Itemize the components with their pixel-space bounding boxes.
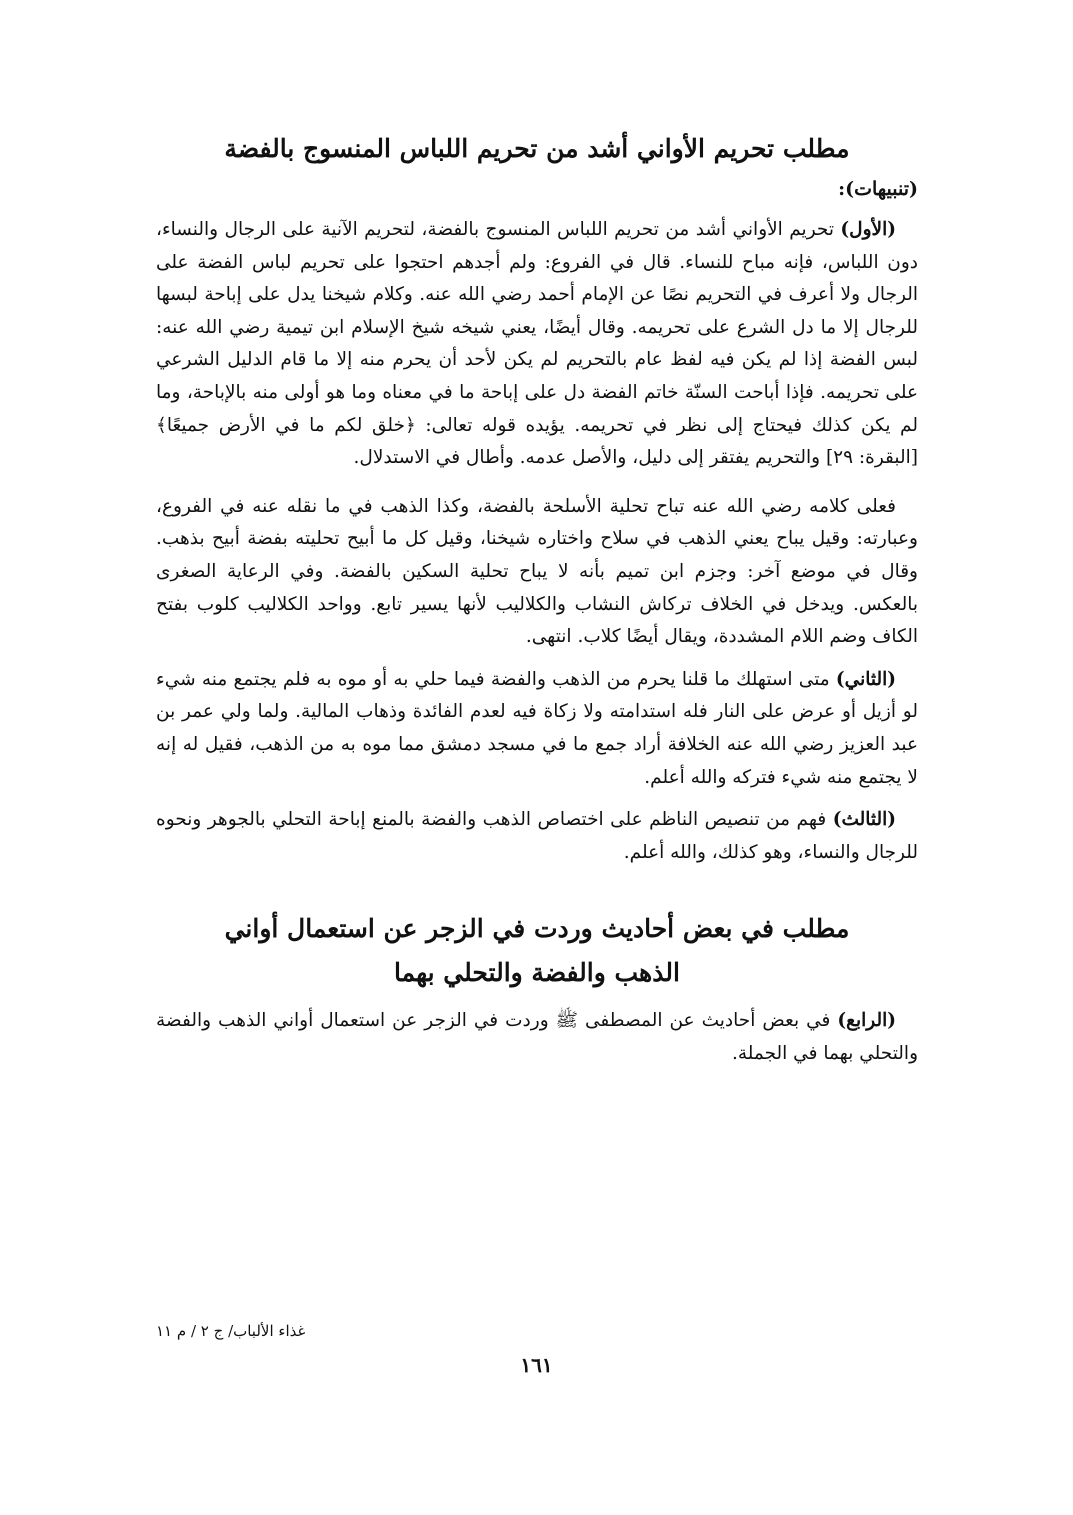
footer-note: غذاء الألباب/ ج ٢ / م ١١ — [156, 1322, 306, 1340]
paragraph-lead: (الثالث) — [832, 809, 896, 831]
paragraph-lead: (الثاني) — [835, 668, 896, 690]
paragraph-lead: (الرابع) — [837, 1010, 896, 1032]
paragraph-text: متى استهلك ما قلنا يحرم من الذهب والفضة فيما حلي به أو موه به فلم يجتمع منه شيء لو أزيل أو عرض على النار فله استدامته ولا زكاة فيه لعدم الفائدة وذهاب المالية. ولما ولي عمر بن عبد العزيز رضي الله عنه الخلافة أراد جمع ما في مسجد دمشق مما موه به من الذهب، فقيل له إنه لا يجتمع منه شيء فتركه والله أعلم. — [156, 668, 918, 788]
paragraph-text: فهم من تنصيص الناظم على اختصاص الذهب والفضة بالمنع إباحة التحلي بالجوهر ونحوه للرجال والنساء، وهو كذلك، والله أعلم. — [156, 809, 918, 863]
section-subtitle: (تنبيهات): — [838, 178, 918, 200]
paragraph-text: فعلى كلامه رضي الله عنه تباح تحلية الأسلحة بالفضة، وكذا الذهب في ما نقله عنه في الفروع، وعبارته: وقيل يباح يعني الذهب في سلاح واختاره شيخنا، وقيل كل ما أبيح تحليته بفضة أبيح بذهب. وقال في موضع آخر: وجزم ابن تميم بأنه لا يباح تحلية السكين بالفضة. وفي الرعاية الصغرى بالعكس. ويدخل في الخلاف تركاش النشاب والكلاليب لأنها يسير تابع. وواحد الكلاليب كلوب بفتح الكاف وضم اللام المشددة، ويقال أيضًا كلاب. انتهى. — [156, 495, 918, 648]
paragraph-text: تحريم الأواني أشد من تحريم اللباس المنسوج بالفضة، لتحريم الآنية على الرجال والنساء، دون اللباس، فإنه مباح للنساء. قال في الفروع: ولم أجدهم احتجوا على تحريم لباس الفضة على الرجال ولا أعرف في التحريم نصًا عن الإمام أحمد رضي الله عنه. وكلام شيخنا يدل على إباحة لبسها للرجال إلا ما دل الشرع على تحريمه. وقال أيضًا، يعني شيخه شيخ الإسلام ابن تيمية رضي الله عنه: لبس الفضة إذا لم يكن فيه لفظ عام بالتحريم لم يكن لأحد أن يحرم منه إلا ما قام الدليل الشرعي على تحريمه. فإذا أباحت السنّة خاتم الفضة دل على إباحة ما في معناه وما هو أولى منه بالإباحة، وما لم يكن كذلك فيحتاج إلى نظر في تحريمه. يؤيده قوله تعالى: ﴿خلق لكم ما في الأرض جميعًا﴾ [البقرة: ٢٩] والتحريم يفتقر إلى دليل، والأصل عدمه. وأطال في الاستدلال. — [156, 219, 918, 469]
page-body — [156, 128, 918, 1070]
section-title-2-line-1: مطلب في بعض أحاديث وردت في الزجر عن استعمال أواني — [224, 914, 850, 944]
paragraph-fourth — [156, 1005, 918, 1070]
paragraph-lead: (الأول) — [840, 219, 896, 240]
page-number: ١٦١ — [520, 1353, 553, 1377]
paragraph-third — [156, 804, 918, 869]
paragraph-first — [156, 214, 918, 475]
section-title-2-line-2: الذهب والفضة والتحلي بهما — [394, 958, 680, 988]
section-title-2 — [156, 907, 918, 995]
paragraph-second — [156, 664, 918, 794]
section-title-1: مطلب تحريم الأواني أشد من تحريم اللباس المنسوج بالفضة — [224, 134, 850, 163]
paragraph-continuation — [156, 491, 918, 654]
paragraph-text: في بعض أحاديث عن المصطفى ﷺ وردت في الزجر عن استعمال أواني الذهب والفضة والتحلي بهما في الجملة. — [156, 1010, 918, 1064]
